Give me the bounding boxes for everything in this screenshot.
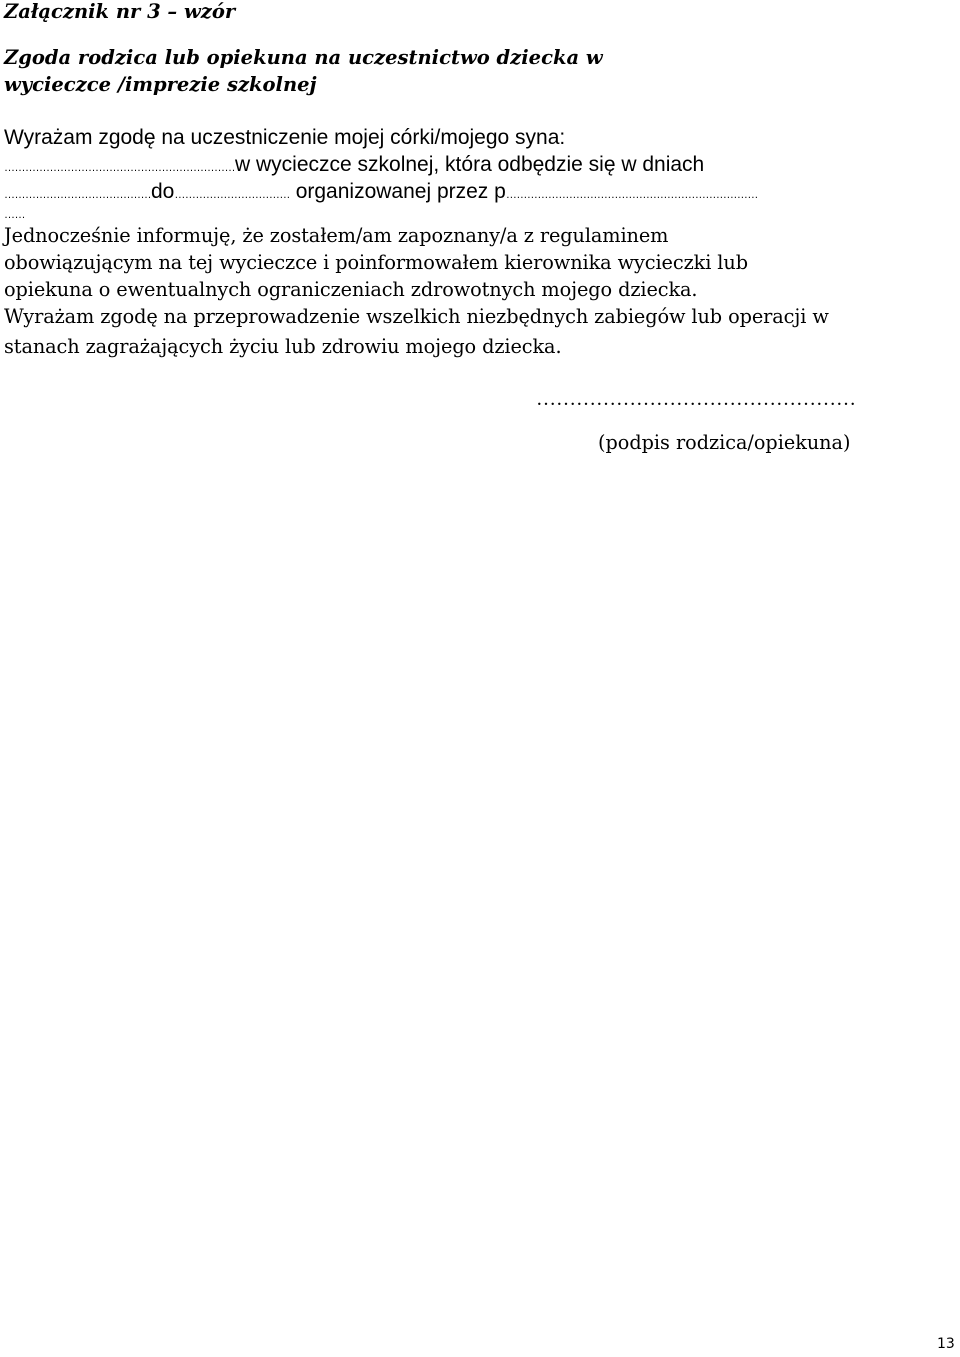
date-to-text: do <box>151 180 175 203</box>
body-line-3: opiekuna o ewentualnych ograniczeniach zdrowotnych mojego dziecka. <box>4 278 698 301</box>
trip-dates-line <box>4 180 758 204</box>
child-name-line <box>4 153 704 177</box>
date-to-fill-dots[interactable]: …………………………… <box>174 189 290 201</box>
continuation-line <box>4 203 25 222</box>
document-title-line-2: wycieczce /imprezie szkolnej <box>4 73 317 96</box>
signature-label: (podpis rodzica/opiekuna) <box>598 431 851 454</box>
body-line-2: obowiązującym na tej wycieczce i poinformowałem kierownika wycieczki lub <box>4 251 748 274</box>
child-name-fill-dots[interactable]: ………………………………………………………… <box>4 162 235 174</box>
organizer-fill-dots[interactable]: ……………………………………………………………… <box>505 189 758 201</box>
trip-text: w wycieczce szkolnej, która odbędzie się w dniach <box>235 153 705 176</box>
consent-intro-line: Wyrażam zgodę na uczestniczenie mojej córki/mojego syna: <box>4 126 566 149</box>
signature-line[interactable]: ………………………………………… <box>536 388 856 410</box>
document-title-line-1: Zgoda rodzica lub opiekuna na uczestnictwo dziecka w <box>4 46 603 69</box>
body-line-5: stanach zagrażających życiu lub zdrowiu mojego dziecka. <box>4 335 562 358</box>
continuation-fill-dots[interactable]: …… <box>4 209 25 221</box>
page-number: 13 <box>937 1336 955 1352</box>
organizer-text: organizowanej przez p <box>289 180 506 203</box>
body-line-1: Jednocześnie informuję, że zostałem/am zapoznany/a z regulaminem <box>4 224 669 247</box>
date-from-fill-dots[interactable]: …………………………………… <box>4 189 151 201</box>
body-line-4: Wyrażam zgodę na przeprowadzenie wszelkich niezbędnych zabiegów lub operacji w <box>4 305 829 328</box>
attachment-label: Załącznik nr 3 – wzór <box>4 0 236 23</box>
